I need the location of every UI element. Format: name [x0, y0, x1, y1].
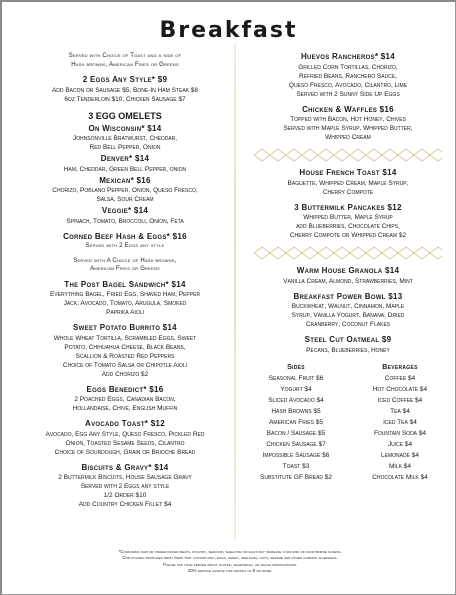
item-desc: Add Bacon or Sausage $5, Bone-In Ham Steak $8	[51, 86, 199, 94]
item-name: Mexican* $16	[99, 175, 151, 185]
item-desc: Cranberry, Coconut Flakes	[305, 321, 391, 328]
menu-item-two-eggs	[24, 75, 226, 104]
footer-line: 20% service charge for parties of 8 or more.	[187, 567, 273, 573]
item-name: Breakfast Power Bowl $13	[293, 291, 403, 301]
item-name: Steel Cut Oatmeal $9	[304, 335, 392, 344]
menu-item-pancakes	[248, 203, 448, 241]
item-desc: Chorizo, Poblano Pepper, Onion, Queso Fresco,	[52, 187, 198, 194]
beverages-list	[352, 363, 448, 484]
list-item: Hot Chocolate $4	[372, 386, 428, 393]
menu-item-power-bowl	[248, 292, 448, 330]
list-item: Seasonal Fruit $6	[268, 375, 324, 382]
list-item: Chocolate Milk $4	[372, 474, 428, 481]
sides-header: Sides	[287, 363, 305, 371]
item-desc: 2 Poached Eggs, Canadian Bacon,	[74, 396, 176, 403]
omelets-header: 3 EGG OMELETS	[88, 110, 162, 121]
menu-item-veggie	[24, 206, 226, 226]
item-desc: Spinach, Tomato, Broccoli, Onion, Feta	[66, 217, 184, 225]
item-desc: Scallion & Roasted Red Peppers	[75, 352, 175, 360]
menu-item-mexican	[24, 176, 226, 205]
item-desc: Queso Fresco, Avocado, Cilantro, Lime	[288, 81, 408, 89]
list-item: Impossible Sausage $6	[262, 452, 330, 459]
menu-item-bagel	[24, 280, 226, 318]
item-name: House French Toast $14	[299, 168, 397, 177]
item-desc: Ham, Cheddar, Green Bell Pepper, onion	[63, 165, 187, 173]
diamond-divider-icon	[254, 148, 442, 162]
intro-line: Served with Choice of Toast and a side of	[68, 53, 182, 59]
item-desc: 1/2 Order $10	[103, 492, 147, 499]
footer-line: Please ask your server about gluten, vegetarian, or vegan modifications.	[162, 561, 298, 567]
footer-line: Our kitchen produces menu items that contain milk, eggs, wheat, shellfish, nuts, sesame and other common allergens.	[122, 555, 338, 561]
item-desc: Cherry Compote	[322, 188, 374, 196]
list-item: Sliced Avocado $4	[268, 397, 324, 404]
item-desc: Onion, Toasted Sesame Seeds, Cilantro	[65, 439, 185, 447]
menu-item-chicken-waffles	[248, 105, 448, 143]
menu-item-benedict	[24, 385, 226, 414]
item-desc: 6oz Tenderloin $10, Chicken Sausage $7	[64, 95, 186, 103]
item-desc: Add Chorizo $2	[101, 370, 149, 378]
item-desc: Everything Bagel, Fried Egg, Shaved Ham, Pepper	[49, 291, 201, 298]
item-desc: Choice of Sourdough, Grain or Brioche Bread	[54, 448, 196, 456]
item-desc: Johnsonville Bratwurst, Cheddar,	[72, 135, 178, 142]
item-desc: Avocado, Egg Any Style, Queso Fresco, Pickled Red	[45, 430, 205, 438]
intro-line: Hash browns, American Fries or Greens	[71, 61, 179, 68]
menu-item-corned-beef	[24, 232, 226, 251]
list-item: Iced Tea $4	[383, 419, 417, 426]
item-name: Warm House Granola $14	[296, 266, 400, 275]
item-desc: Baguette, Whipped Cream, Maple Syrup,	[287, 179, 409, 187]
item-name: Biscuits & Gravy* $14	[81, 462, 169, 472]
item-name: Corned Beef Hash & Eggs* $16	[63, 231, 187, 241]
intro-line: American Fries or Greens	[90, 266, 160, 272]
list-item: American Fries $5	[269, 419, 323, 426]
item-name: Veggie* $14	[101, 206, 149, 215]
sides-beverages	[248, 363, 448, 484]
item-desc: Refried Beans, Ranchero Sauce,	[299, 72, 397, 80]
item-desc: Add Country Chicken Fillet $4	[78, 501, 172, 508]
item-desc: add Blueberries, Chocolate Chips,	[296, 223, 400, 230]
menu-item-biscuits	[24, 463, 226, 510]
item-desc: Potato, Chihuahua Cheese, Black Beans,	[64, 343, 186, 351]
item-desc: Buckwheat, Walnut, Cinnamon, Maple	[291, 303, 405, 310]
item-name: Eggs Benedict* $16	[86, 384, 164, 394]
item-name: The Post Bagel Sandwich* $14	[64, 279, 186, 289]
item-desc: Topped with Bacon, Hot Honey, Chives	[290, 116, 406, 123]
item-name: 2 Eggs Any Style* $9	[82, 75, 168, 84]
menu-item-granola	[248, 266, 448, 286]
right-column	[248, 52, 448, 483]
list-item: Lemonade $4	[381, 452, 419, 459]
item-name: Avocado Toast* $12	[85, 419, 165, 428]
item-desc: Served with 2 Eggs any style	[85, 243, 165, 249]
item-desc: Whipped Butter, Maple Syrup	[303, 214, 393, 221]
intro-line: Served with A Choice of Hash browns,	[73, 257, 177, 264]
left-column	[24, 52, 226, 509]
item-desc: Served with 2 Sunny Side Up Eggs	[296, 90, 400, 98]
item-desc: Syrup, Vanilla Yogurt, Banana, Dried	[291, 312, 405, 319]
item-desc: Choice of Tomato Salsa or Chipotle Aioli	[62, 361, 188, 369]
item-name: On Wisconsin* $14	[88, 123, 162, 133]
item-desc: Vanilla Cream, Almond, Strawberries, Mint	[283, 277, 413, 285]
list-item: Substitute GF Bread $2	[259, 474, 332, 481]
list-item: Coffee $4	[384, 375, 416, 382]
item-desc: Grilled Corn Tortillas, Chorizo,	[298, 63, 398, 71]
item-name: Sweet Potato Burrito $14	[73, 323, 177, 332]
item-desc: Hollandaise, Chive, English Muffin	[72, 405, 178, 412]
item-name: Denver* $14	[100, 154, 150, 163]
menu-item-huevos-rancheros	[248, 52, 448, 99]
footer-line: *Consuming raw or undercooked meats, poultry, seafood, shellfish or eggs may increase your risk of food-borne illness.	[118, 549, 342, 554]
item-desc: 2 Buttermilk Biscuits, House Sausage Gravy	[58, 474, 192, 481]
list-item: Chicken Sausage $7	[266, 441, 326, 448]
item-desc: Pecans, Blueberries, Honey	[306, 346, 390, 354]
menu-item-burrito	[24, 323, 226, 379]
sides-list	[248, 363, 344, 484]
item-name: Huevos Rancheros* $14	[300, 52, 396, 61]
footer-notes	[12, 549, 448, 574]
menu-item-oatmeal	[248, 335, 448, 355]
list-item: Toast $3	[282, 463, 310, 470]
list-item: Bacon / Sausage $5	[266, 430, 326, 437]
list-item: Iced Coffee $4	[377, 397, 423, 404]
item-desc: Whole Wheat Tortilla, Scrambled Eggs, Sweet	[53, 334, 197, 342]
beverages-header: Beverages	[382, 363, 418, 371]
item-desc: Served with 2 Eggs any style	[80, 483, 170, 490]
menu-item-avocado-toast	[24, 419, 226, 457]
item-desc: Salsa, Sour Cream	[96, 196, 154, 203]
menu-item-wisconsin	[24, 124, 226, 153]
intro2-block	[24, 257, 226, 274]
column-divider	[234, 44, 236, 539]
item-desc: Paprika Aioli	[106, 309, 144, 316]
list-item: Yogurt $4	[280, 386, 312, 393]
item-desc: Red Bell Pepper, Onion	[89, 144, 161, 151]
list-item: Fountain Soda $4	[373, 430, 427, 437]
list-item: Tea $4	[390, 408, 410, 415]
item-desc: Jack, Avocado, Tomato, Arugula, Smoked	[63, 300, 187, 307]
list-item: Hash Browns $5	[271, 408, 321, 415]
menu-item-denver	[24, 154, 226, 174]
menu-item-french-toast	[248, 168, 448, 197]
diamond-divider-icon	[254, 246, 442, 260]
item-desc: Served with Maple Syrup, Whipped Butter,	[283, 125, 413, 132]
list-item: Juice $4	[387, 441, 413, 448]
item-name: 3 Buttermilk Pancakes $12	[294, 202, 402, 212]
list-item: Milk $4	[389, 463, 411, 470]
item-desc: Cherry Compote or Whipped Cream $2	[289, 232, 407, 239]
menu-title: Breakfast	[159, 18, 298, 43]
item-name: Chicken & Waffles $16	[302, 104, 394, 114]
item-desc: Whipped Cream	[325, 134, 371, 141]
